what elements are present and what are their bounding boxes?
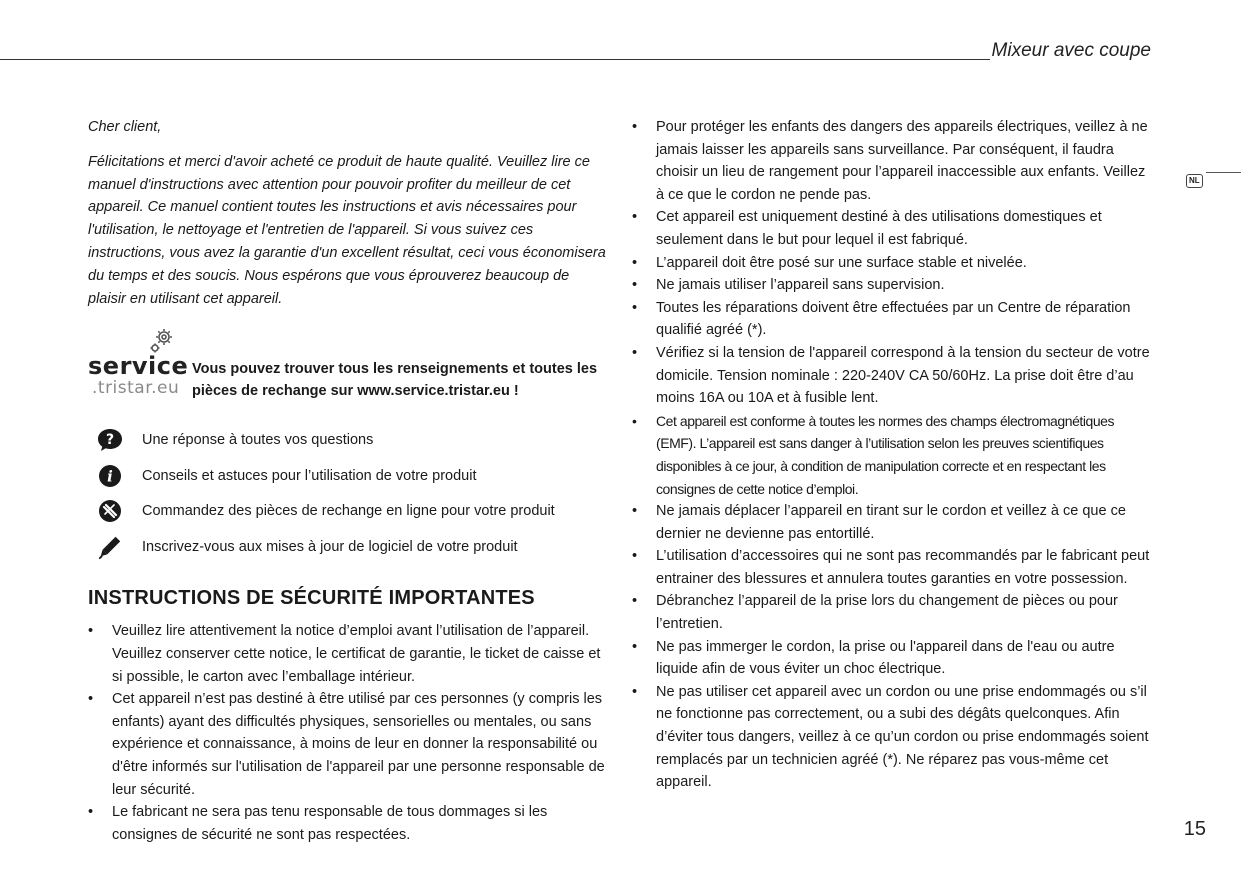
left-column: [88, 116, 608, 846]
question-icon: [97, 427, 123, 453]
list-item: • Cet appareil est uniquement destiné à des utilisations domestiques et seulement dans le but pour lequel il est fabriqué.: [632, 206, 1154, 251]
language-tab-line: [1206, 172, 1241, 173]
list-item: • Vérifiez si la tension de l'appareil correspond à la tension du secteur de votre domicile. Tension nominale : 220-240V CA 50/60Hz. La prise doit être d’au moins 16A ou 10A et à fusible lent.: [632, 342, 1154, 410]
feature-label: Une réponse à toutes vos questions: [142, 432, 374, 449]
right-column: [632, 116, 1154, 794]
language-badge: NL: [1186, 174, 1203, 188]
header-rule: [0, 59, 990, 60]
info-icon: [97, 463, 123, 489]
feature-label: Inscrivez-vous aux mises à jour de logiciel de votre produit: [142, 538, 518, 555]
list-item: • L’appareil doit être posé sur une surface stable et nivelée.: [632, 252, 1154, 275]
language-tab: [1186, 170, 1203, 188]
gears-icon: [148, 326, 176, 354]
intro-body: Félicitations et merci d'avoir acheté ce produit de haute qualité. Veuillez lire ce manuel d'instructions avec attention pour pouvoir profiter du meilleur de cet appareil. Ce manuel contient toutes les instructions et avis nécessaires pour l'utilisation, le nettoyage et l'entretien de l'appareil. Si vous suivez ces instructions, vous avez la garantie d'un excellent résultat, ceci vous économisera du temps et des soucis. Nous espérons que vous éprouverez beaucoup de plaisir en utilisant cet appareil.: [88, 153, 606, 307]
feature-label: Conseils et astuces pour l’utilisation de votre produit: [142, 467, 477, 484]
feature-item: [88, 493, 608, 529]
feature-item: [88, 458, 608, 494]
service-logo-word: service: [88, 352, 189, 381]
service-text: Vous pouvez trouver tous les renseignements et toutes les pièces de rechange sur www.service.tristar.eu !: [192, 361, 598, 400]
feature-list: [88, 422, 608, 564]
list-item: • Pour protéger les enfants des dangers des appareils électriques, veillez à ne jamais laisser les appareils sans surveillance. Par conséquent, il faudra choisir un lieu de rangement pour l’appareil inaccessible aux enfants. Veillez à ce que le cordon ne pende pas.: [632, 116, 1154, 206]
list-item: • Cet appareil n’est pas destiné à être utilisé par ces personnes (y compris les enfants) ayant des difficultés physiques, sensorielles ou mentales, ou sans expérience et connaissance, à moins de leur en donner la responsabilité ou d'être informés sur l'utilisation de l'appareil par une personne responsable de leur sécurité.: [88, 688, 608, 801]
page-header-title: Mixeur avec coupe: [991, 40, 1151, 61]
list-item: • Ne jamais déplacer l’appareil en tirant sur le cordon et veillez à ce que ce dernier ne devienne pas entortillé.: [632, 500, 1154, 545]
list-item: • L’utilisation d’accessoires qui ne sont pas recommandés par le fabricant peut entrainer des blessures et annulera toutes garanties en votre possession.: [632, 545, 1154, 590]
intro: [88, 116, 608, 310]
safety-list-right: [632, 116, 1154, 794]
tools-icon: [97, 498, 123, 524]
list-item: • Toutes les réparations doivent être effectuées par un Centre de réparation qualifié agréé (*).: [632, 297, 1154, 342]
page-number: 15: [1183, 818, 1206, 840]
pen-icon: [97, 534, 123, 560]
list-item: • Le fabricant ne sera pas tenu responsable de tous dommages si les consignes de sécurité ne sont pas respectées.: [88, 801, 608, 846]
list-item: • Cet appareil est conforme à toutes les normes des champs électromagnétiques (EMF). L’appareil est sans danger à l’utilisation selon les preuves scientifiques disponibles à ce jour, à condition de manipulation correcte et en respectant les consignes de cette notice d’emploi.: [632, 410, 1154, 500]
list-item: • Ne jamais utiliser l’appareil sans supervision.: [632, 274, 1154, 297]
feature-item: [88, 529, 608, 565]
feature-label: Commandez des pièces de rechange en ligne pour votre produit: [142, 503, 555, 520]
service-logo: [88, 322, 189, 402]
list-item: • Ne pas utiliser cet appareil avec un cordon ou une prise endommagés ou s’il ne fonctionne pas correctement, ou a subi des dégâts quelconques. Afin d’éviter tous dangers, veillez à ce qu’un cordon ou prise endommagés soient remplacés par un technicien agréé (*). Ne réparez pas vous-même cet appareil.: [632, 681, 1154, 794]
safety-title: INSTRUCTIONS DE SÉCURITÉ IMPORTANTES: [88, 587, 535, 610]
list-item: • Veuillez lire attentivement la notice d’emploi avant l’utilisation de l’appareil. Veuillez conserver cette notice, le certificat de garantie, le ticket de caisse et si possible, le carton avec l’emballage intérieur.: [88, 620, 608, 688]
svg-text:i: i: [107, 467, 113, 486]
list-item: • Débranchez l’appareil de la prise lors du changement de pièces ou pour l’entretien.: [632, 590, 1154, 635]
svg-text:?: ?: [105, 432, 115, 449]
safety-list-left: [88, 620, 608, 846]
list-item: • Ne pas immerger le cordon, la prise ou l'appareil dans de l'eau ou autre liquide afin de vous éviter un choc électrique.: [632, 636, 1154, 681]
greeting: Cher client,: [88, 119, 162, 135]
feature-item: [88, 422, 608, 458]
service-block: [88, 322, 608, 422]
service-logo-domain: .tristar.eu: [92, 378, 180, 399]
